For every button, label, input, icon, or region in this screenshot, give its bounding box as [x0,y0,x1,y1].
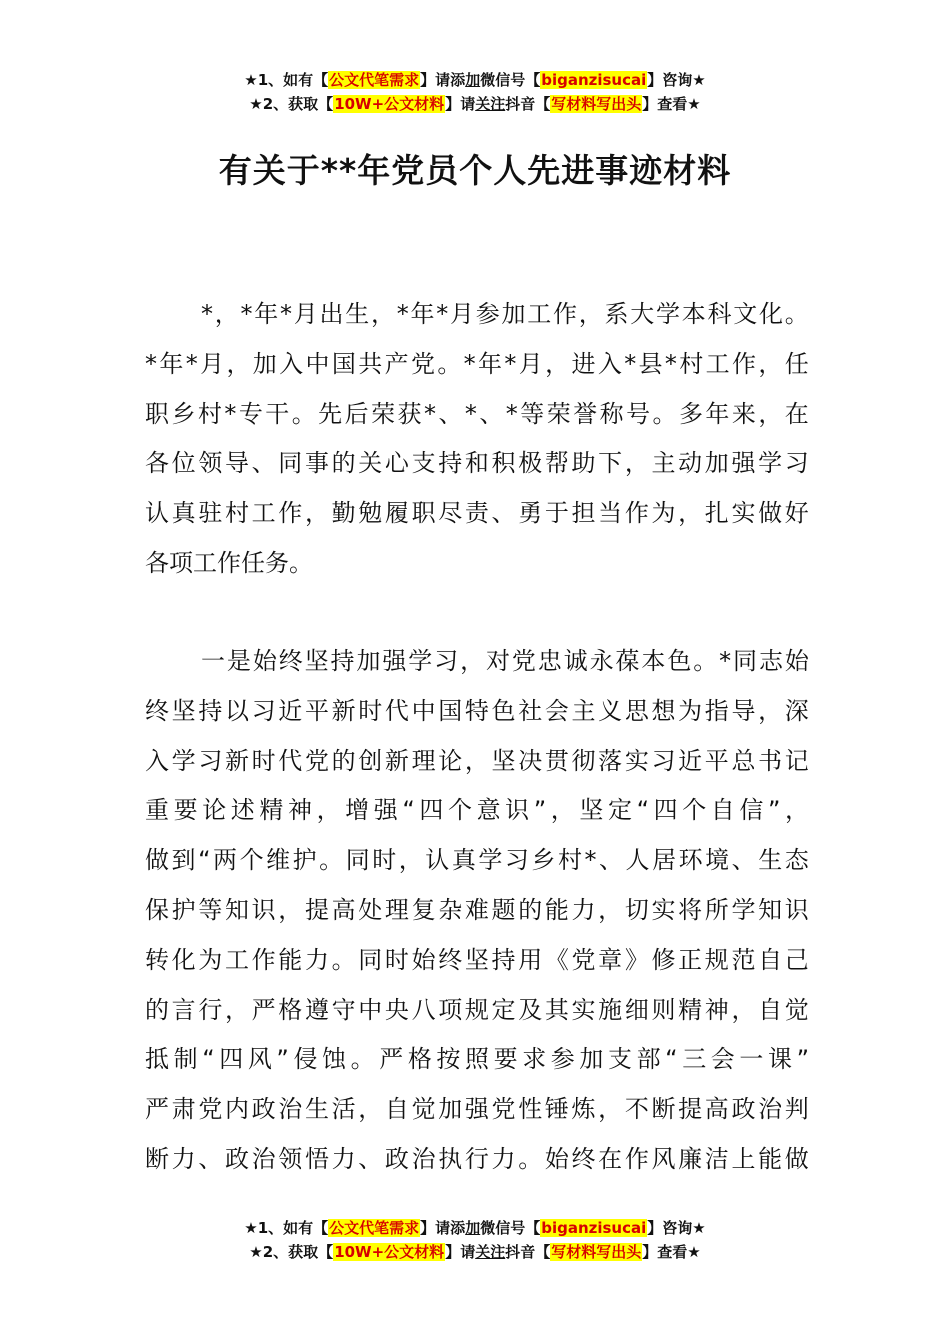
paragraph-line: * ， * 年 * 月 出 生 ， * 年 * 月 参 加 工 作 ， 系 大 学 本 科 文 化 。 [201,300,809,328]
header-banner-line-1 [0,68,950,92]
banner-text: 】请添 [420,71,466,89]
banner-text: 】请 [445,1243,476,1261]
paragraph-line: 终 坚 持 以 习 近 平 新 时 代 中 国 特 色 社 会 主 义 思 想 为 指 导 ， 深 [145,696,809,725]
paragraph-study [145,637,809,1185]
paragraph-line: 的 言 行 ， 严 格 遵 守 中 央 八 项 规 定 及 其 实 施 细 则 精 神 ， 自 觉 [145,995,809,1024]
paragraph-line: * 年 * 月 ， 加 入 中 国 共 产 党 。 * 年 * 月 ， 进 入 * 县 * 村 工 作 ， 任 [145,349,809,378]
paragraph-line: 做 到 “ 两 个 维 护 。 同 时 ， 认 真 学 习 乡 村 * 、 人 居 环 境 、 生 态 [145,846,809,875]
paragraph-line: 各 位 领 导 、 同 事 的 关 心 支 持 和 积 极 帮 助 下 ， 主 动 加 强 学 习 [145,449,809,478]
footer-banner-line-2 [0,1240,950,1264]
highlight-douyin-account: 写材料写出头 [551,1243,642,1261]
banner-underlined-text: 加 [465,1219,481,1237]
paragraph-line: 认 真 驻 村 工 作 ， 勤 勉 履 职 尽 责 、 勇 于 担 当 作 为 ， 扎 实 做 好 [145,499,809,528]
banner-text: 】咨询★ [647,71,706,89]
header-banner [0,68,950,116]
banner-text: 】请 [445,95,476,113]
footer-banner-line-1 [0,1216,950,1240]
paragraph-line: 一 是 始 终 坚 持 加 强 学 习 ， 对 党 忠 诚 永 葆 本 色 。 * 同 志 始 [201,647,809,675]
paragraph-line: 入 学 习 新 时 代 党 的 创 新 理 论 ， 坚 决 贯 彻 落 实 习 近 平 总 书 记 [145,746,809,775]
paragraph-intro [145,290,809,589]
banner-text: ★1、如有【 [244,71,329,89]
banner-text: ★1、如有【 [244,1219,329,1237]
paragraph-line: 断 力 、 政 治 领 悟 力 、 政 治 执 行 力 。 始 终 在 作 风 廉 洁 上 能 做 [145,1144,809,1173]
highlight-wechat-id: biganzisucai [541,71,647,89]
paragraph-line: 职 乡 村 * 专 干 。 先 后 荣 获 * 、 * 、 * 等 荣 誉 称 号 。 多 年 来 ， 在 [145,399,809,428]
highlight-service: 公文代笔需求 [329,1219,420,1237]
banner-text: 微信号【 [480,71,541,89]
banner-underlined-text: 关注 [475,1243,506,1261]
highlight-wechat-id: biganzisucai [541,1219,647,1237]
paragraph-line: 重 要 论 述 精 神 ， 增 强 “ 四 个 意 识 ” ， 坚 定 “ 四 个 自 信 ” ， [145,796,809,825]
document-title: 有关于**年党员个人先进事迹材料 [218,151,732,190]
banner-underlined-text: 关注 [475,95,506,113]
paragraph-line: 抵 制 “ 四 风 ” 侵 蚀 。 严 格 按 照 要 求 参 加 支 部 “ 三 会 一 课 ” [145,1045,809,1074]
highlight-materials: 10W+公文材料 [334,1243,445,1261]
banner-text: 】查看★ [642,1243,701,1261]
highlight-materials: 10W+公文材料 [334,95,445,113]
paragraph-line: 保 护 等 知 识 ， 提 高 处 理 复 杂 难 题 的 能 力 ， 切 实 将 所 学 知 识 [145,895,809,924]
banner-text: ★2、获取【 [249,95,334,113]
banner-text: 】查看★ [642,95,701,113]
banner-underlined-text: 加 [465,71,481,89]
banner-text: 】咨询★ [647,1219,706,1237]
banner-text: ★2、获取【 [249,1243,334,1261]
banner-text: 抖音【 [505,1243,551,1261]
paragraph-line: 各项工作任务。 [145,548,313,577]
header-banner-line-2 [0,92,950,116]
banner-text: 微信号【 [480,1219,541,1237]
highlight-service: 公文代笔需求 [329,71,420,89]
highlight-douyin-account: 写材料写出头 [551,95,642,113]
footer-banner [0,1216,950,1264]
banner-text: 抖音【 [505,95,551,113]
paragraph-line: 严 肃 党 内 政 治 生 活 ， 自 觉 加 强 党 性 锤 炼 ， 不 断 提 高 政 治 判 [145,1095,809,1124]
banner-text: 】请添 [420,1219,466,1237]
paragraph-line: 转 化 为 工 作 能 力 。 同 时 始 终 坚 持 用 《 党 章 》 修 正 规 范 自 己 [145,945,809,974]
